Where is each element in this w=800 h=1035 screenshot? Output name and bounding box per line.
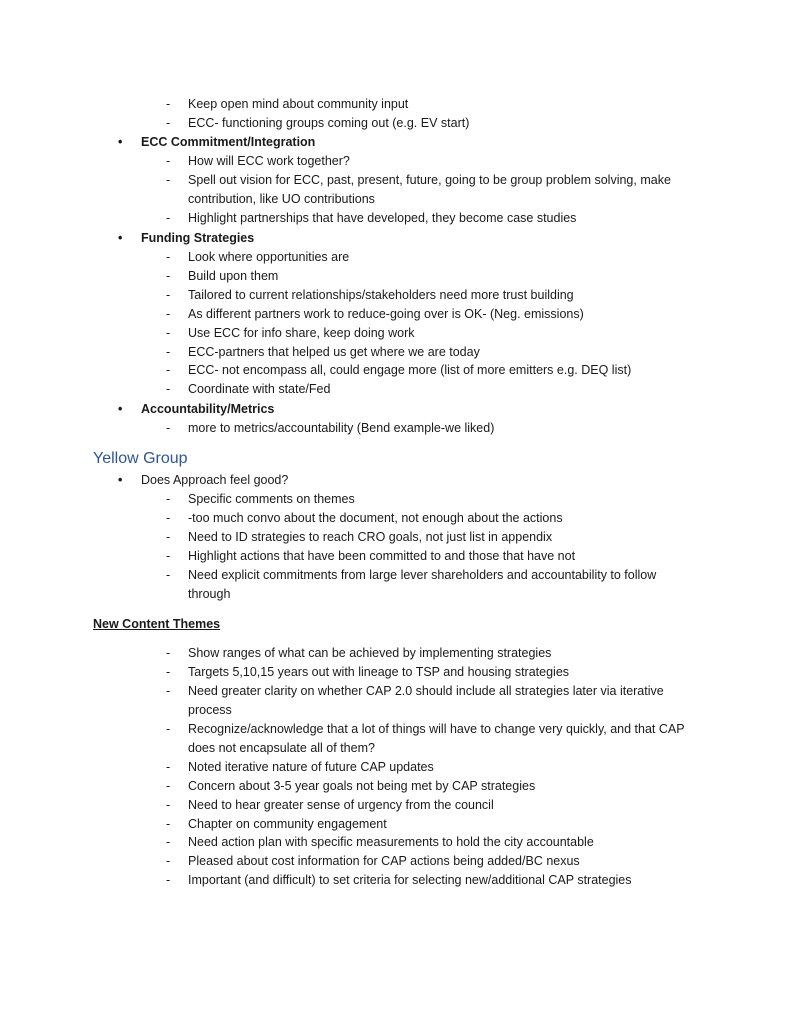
bullet-approach: • Does Approach feel good? — [141, 471, 288, 490]
list-item: - Targets 5,10,15 years out with lineage to TSP and housing strategies — [188, 663, 700, 682]
list-item: - Look where opportunities are — [188, 248, 700, 267]
list-item: - Highlight actions that have been committed to and those that have not — [188, 547, 700, 566]
list-item: - Need explicit commitments from large lever shareholders and accountability to follow through — [188, 566, 700, 603]
bullet-heading-ecc-commitment: • ECC Commitment/Integration — [141, 133, 315, 152]
list-item: - Pleased about cost information for CAP actions being added/BC nexus — [188, 852, 700, 871]
bullet-heading-accountability: • Accountability/Metrics — [141, 400, 274, 419]
list-item: - Tailored to current relationships/stakeholders need more trust building — [188, 286, 700, 305]
bullet-heading-funding: • Funding Strategies — [141, 229, 254, 248]
list-item: - Need greater clarity on whether CAP 2.0 should include all strategies later via iterative process — [188, 682, 700, 719]
list-item: - Need to ID strategies to reach CRO goals, not just list in appendix — [188, 528, 700, 547]
list-item: - ECC- not encompass all, could engage more (list of more emitters e.g. DEQ list) — [188, 361, 700, 380]
list-item: - Highlight partnerships that have developed, they become case studies — [188, 209, 700, 228]
new-content-themes-heading: New Content Themes — [93, 617, 221, 631]
list-item: - As different partners work to reduce-going over is OK- (Neg. emissions) — [188, 305, 700, 324]
list-item: - more to metrics/accountability (Bend example-we liked) — [188, 419, 700, 438]
list-item: - Concern about 3-5 year goals not being met by CAP strategies — [188, 777, 700, 796]
list-item: - Recognize/acknowledge that a lot of things will have to change very quickly, and that CAP does not encapsulate all of them? — [188, 720, 700, 757]
list-item: - ECC- functioning groups coming out (e.g. EV start) — [188, 114, 700, 133]
list-item: - Build upon them — [188, 267, 700, 286]
list-item: - Noted iterative nature of future CAP updates — [188, 758, 700, 777]
yellow-group-heading: Yellow Group — [93, 450, 188, 467]
list-item: - Coordinate with state/Fed — [188, 380, 700, 399]
list-item: - -too much convo about the document, not enough about the actions — [188, 509, 700, 528]
list-item: - Important (and difficult) to set criteria for selecting new/additional CAP strategies — [188, 871, 700, 890]
list-item: - Show ranges of what can be achieved by implementing strategies — [188, 644, 700, 663]
list-item: - Need action plan with specific measurements to hold the city accountable — [188, 833, 700, 852]
list-item: - Use ECC for info share, keep doing work — [188, 324, 700, 343]
list-item: - How will ECC work together? — [188, 152, 700, 171]
list-item: - ECC-partners that helped us get where we are today — [188, 343, 700, 362]
list-item: - Specific comments on themes — [188, 490, 700, 509]
list-item: - Chapter on community engagement — [188, 815, 700, 834]
list-item: - Need to hear greater sense of urgency from the council — [188, 796, 700, 815]
list-item: - Spell out vision for ECC, past, present, future, going to be group problem solving, make contribution, like UO contributions — [188, 171, 700, 208]
list-item: - Keep open mind about community input — [188, 95, 700, 114]
